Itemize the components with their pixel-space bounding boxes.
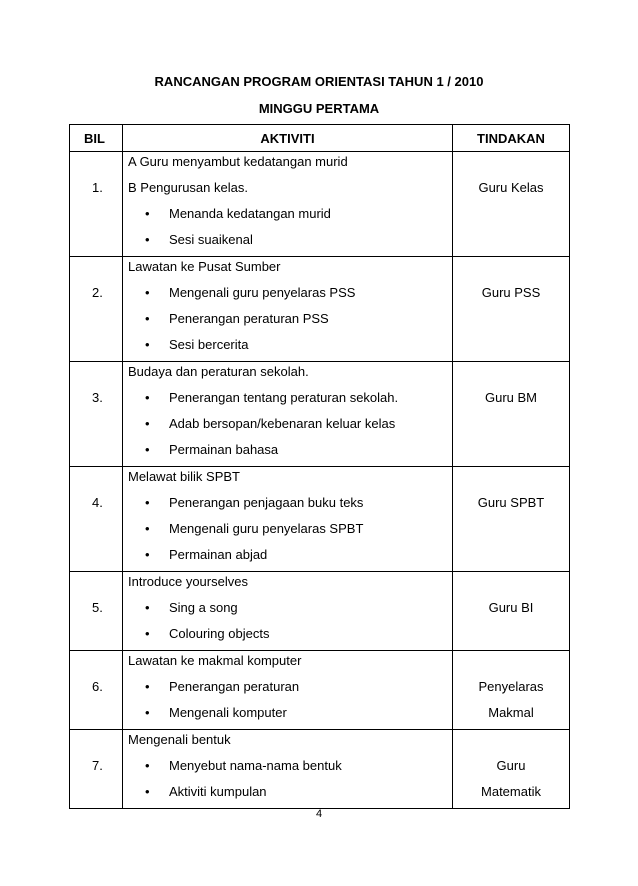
table-row [70, 257, 570, 362]
bullet-item [128, 703, 452, 729]
spacer [92, 204, 122, 230]
cell-aktiviti [123, 152, 453, 257]
activity-text: Menanda kedatangan murid [169, 206, 331, 221]
tindakan-text: Penyelaras [478, 679, 544, 694]
cell-bil [70, 651, 123, 730]
spacer [453, 230, 569, 256]
cell-aktiviti [123, 467, 453, 572]
header-row [70, 125, 570, 152]
spacer [453, 730, 569, 756]
spacer [453, 572, 569, 598]
activity-heading [128, 730, 452, 756]
bullet-item [128, 519, 452, 545]
activity-text: Mengenali bentuk [128, 732, 231, 747]
bullet-item [128, 756, 452, 782]
spacer [453, 467, 569, 493]
activity-text: Penerangan peraturan PSS [169, 311, 329, 326]
row-number: 4. [92, 495, 103, 510]
bullet-icon: • [145, 547, 150, 562]
tindakan-text: Guru [496, 758, 526, 773]
header-tindakan: TINDAKAN [453, 125, 570, 152]
bullet-item [128, 283, 452, 309]
bullet-icon: • [145, 784, 150, 799]
tindakan-text: Guru SPBT [477, 495, 545, 510]
activity-heading [128, 572, 452, 598]
activity-text: Adab bersopan/kebenaran keluar kelas [169, 416, 396, 431]
activity-text: Aktiviti kumpulan [169, 784, 267, 799]
cell-bil [70, 257, 123, 362]
activity-text: Permainan bahasa [169, 442, 279, 457]
bullet-icon: • [145, 705, 150, 720]
row-number: 2. [92, 285, 103, 300]
activity-text: Introduce yourselves [128, 574, 248, 589]
cell-aktiviti [123, 362, 453, 467]
activity-text: B Pengurusan kelas. [128, 180, 248, 195]
spacer [453, 545, 569, 571]
header-aktiviti: AKTIVITI [123, 125, 453, 152]
row-number: 6. [92, 679, 103, 694]
activity-text: Sing a song [169, 600, 238, 615]
spacer [453, 362, 569, 388]
schedule-table [69, 124, 570, 809]
bullet-icon: • [145, 285, 150, 300]
bullet-item [128, 598, 452, 624]
table-row [70, 572, 570, 651]
spacer [92, 335, 122, 361]
bullet-item [128, 204, 452, 230]
table-row [70, 730, 570, 809]
bullet-icon: • [145, 758, 150, 773]
spacer [92, 730, 122, 756]
bullet-icon: • [145, 337, 150, 352]
cell-tindakan [453, 152, 570, 257]
activity-text: Penerangan tentang peraturan sekolah. [169, 390, 399, 405]
spacer [92, 257, 122, 283]
spacer [453, 651, 569, 677]
bullet-item [128, 335, 452, 361]
cell-bil [70, 467, 123, 572]
cell-aktiviti [123, 257, 453, 362]
cell-tindakan [453, 362, 570, 467]
activity-text: Budaya dan peraturan sekolah. [128, 364, 309, 379]
cell-aktiviti [123, 651, 453, 730]
spacer [92, 624, 122, 650]
bullet-item [128, 388, 452, 414]
activity-text: Menyebut nama-nama bentuk [169, 758, 342, 773]
spacer [453, 414, 569, 440]
bullet-icon: • [145, 442, 150, 457]
bullet-item [128, 230, 452, 256]
activity-text: Penerangan peraturan [169, 679, 300, 694]
spacer [92, 572, 122, 598]
spacer [453, 519, 569, 545]
activity-text: Melawat bilik SPBT [128, 469, 240, 484]
cell-tindakan [453, 730, 570, 809]
activity-heading [128, 178, 452, 204]
row-number: 3. [92, 390, 103, 405]
tindakan-text: Guru BM [484, 390, 537, 405]
cell-aktiviti [123, 572, 453, 651]
table-row [70, 467, 570, 572]
bullet-icon: • [145, 600, 150, 615]
tindakan-text: Guru PSS [481, 285, 541, 300]
cell-tindakan [453, 572, 570, 651]
cell-aktiviti [123, 730, 453, 809]
tindakan-text: Matematik [481, 784, 541, 799]
row-number: 5. [92, 600, 103, 615]
table-row [70, 152, 570, 257]
spacer [453, 152, 569, 178]
spacer [453, 309, 569, 335]
spacer [453, 257, 569, 283]
table-row [70, 362, 570, 467]
spacer [92, 362, 122, 388]
cell-tindakan [453, 651, 570, 730]
activity-heading [128, 152, 452, 178]
activity-text: A Guru menyambut kedatangan murid [128, 154, 348, 169]
activity-text: Mengenali guru penyelaras PSS [169, 285, 356, 300]
page-number: 4 [315, 808, 323, 820]
row-number: 1. [92, 180, 103, 195]
bullet-item [128, 309, 452, 335]
spacer [92, 230, 122, 256]
bullet-icon: • [145, 416, 150, 431]
cell-bil [70, 572, 123, 651]
spacer [453, 204, 569, 230]
cell-tindakan [453, 467, 570, 572]
activity-text: Sesi bercerita [169, 337, 249, 352]
document-title: RANCANGAN PROGRAM ORIENTASI TAHUN 1 / 2010 [154, 74, 484, 89]
tindakan-text: Guru BI [488, 600, 534, 615]
activity-text: Sesi suaikenal [169, 232, 253, 247]
activity-text: Permainan abjad [169, 547, 268, 562]
bullet-icon: • [145, 390, 150, 405]
bullet-item [128, 677, 452, 703]
cell-tindakan [453, 257, 570, 362]
bullet-icon: • [145, 311, 150, 326]
bullet-item [128, 493, 452, 519]
document-subtitle: MINGGU PERTAMA [258, 101, 380, 116]
bullet-icon: • [145, 232, 150, 247]
spacer [92, 782, 122, 808]
activity-heading [128, 257, 452, 283]
header-bil: BIL [70, 125, 123, 152]
activity-text: Penerangan penjagaan buku teks [169, 495, 364, 510]
row-number: 7. [92, 758, 103, 773]
bullet-icon: • [145, 495, 150, 510]
activity-text: Mengenali komputer [169, 705, 287, 720]
spacer [92, 467, 122, 493]
spacer [453, 440, 569, 466]
tindakan-text: Guru Kelas [478, 180, 544, 195]
bullet-item [128, 440, 452, 466]
table-row [70, 651, 570, 730]
activity-text: Colouring objects [169, 626, 270, 641]
tindakan-text: Makmal [488, 705, 534, 720]
activity-heading [128, 651, 452, 677]
spacer [92, 414, 122, 440]
spacer [92, 309, 122, 335]
bullet-item [128, 545, 452, 571]
activity-text: Lawatan ke Pusat Sumber [128, 259, 281, 274]
spacer [92, 545, 122, 571]
bullet-icon: • [145, 679, 150, 694]
activity-heading [128, 467, 452, 493]
spacer [92, 440, 122, 466]
spacer [92, 519, 122, 545]
spacer [453, 624, 569, 650]
bullet-item [128, 782, 452, 808]
bullet-item [128, 624, 452, 650]
bullet-icon: • [145, 626, 150, 641]
cell-bil [70, 730, 123, 809]
activity-text: Lawatan ke makmal komputer [128, 653, 302, 668]
activity-heading [128, 362, 452, 388]
bullet-icon: • [145, 206, 150, 221]
cell-bil [70, 152, 123, 257]
activity-text: Mengenali guru penyelaras SPBT [169, 521, 364, 536]
spacer [453, 335, 569, 361]
bullet-icon: • [145, 521, 150, 536]
bullet-item [128, 414, 452, 440]
cell-bil [70, 362, 123, 467]
spacer [92, 651, 122, 677]
spacer [92, 703, 122, 729]
spacer [92, 152, 122, 178]
